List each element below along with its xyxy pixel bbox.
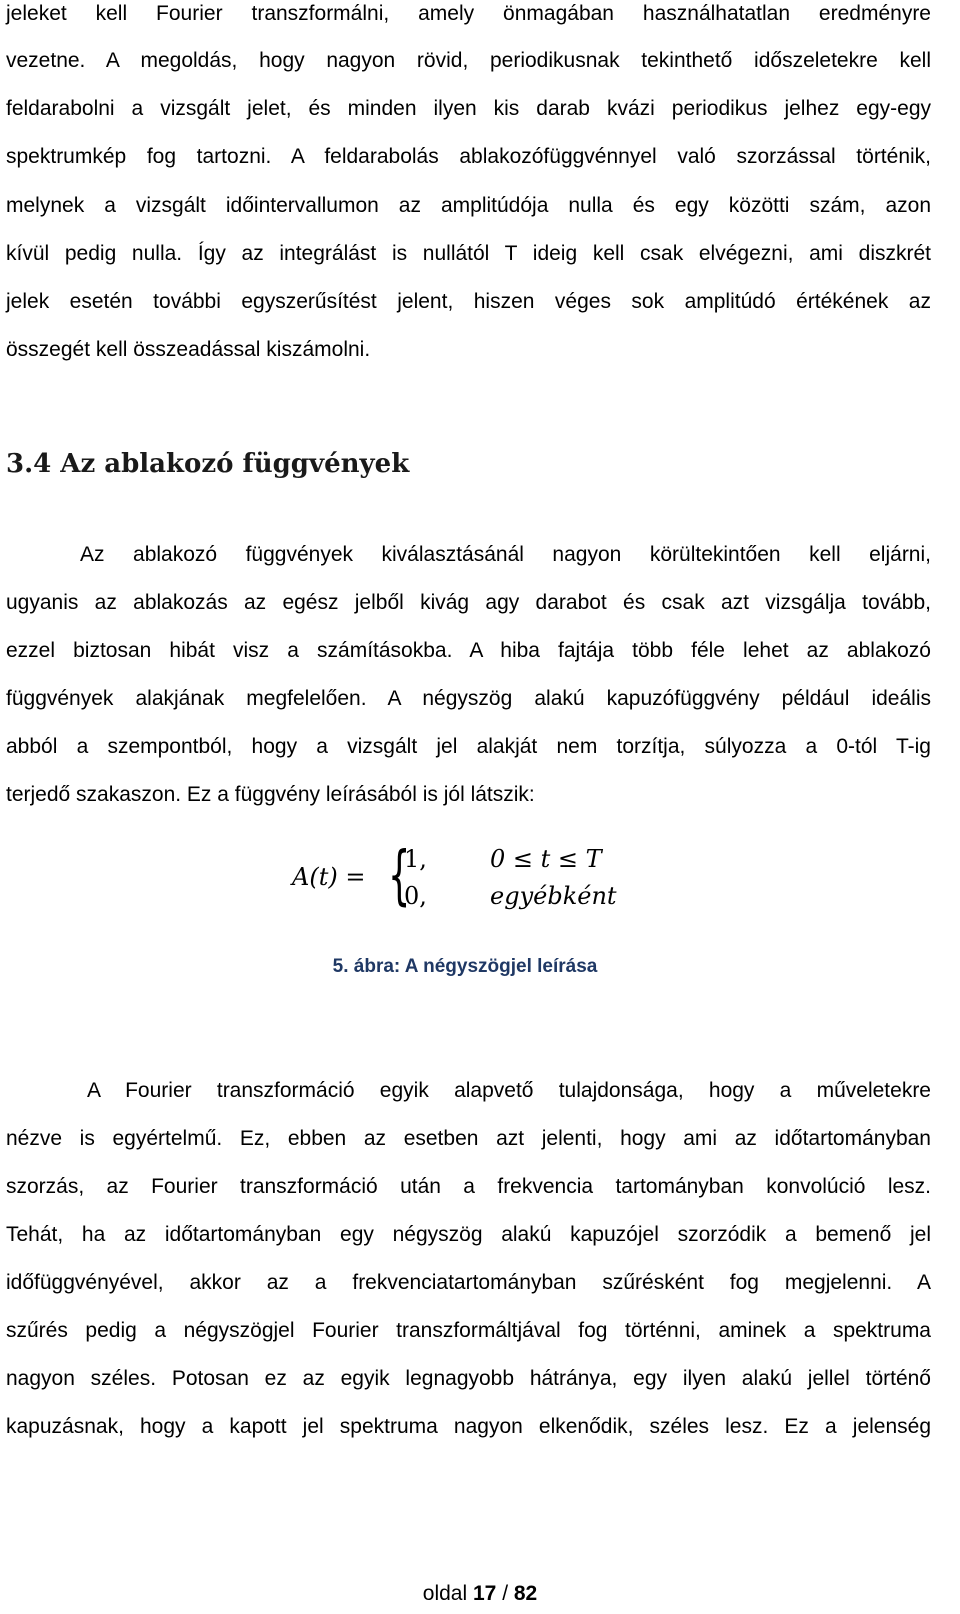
paragraph-2-line: ezzel biztosan hibát visz a számításokba. A hiba fajtája több féle lehet az ablakozó (6, 639, 931, 662)
paragraph-1-line: vezetne. A megoldás, hogy nagyon rövid, periodikusnak tekinthető időszeletekre kell (6, 49, 931, 72)
paragraph-3-line: időfüggvényével, akkor az a frekvenciatartományban szűrésként fog megjelenni. A (6, 1271, 931, 1294)
paragraph-3-line: A Fourier transzformáció egyik alapvető tulajdonsága, hogy a műveletekre (87, 1079, 931, 1102)
paragraph-1-line: kívül pedig nulla. Így az integrálást is nullától T ideig kell csak elvégezni, ami diszkrét (6, 242, 931, 265)
formula-case-1-value: 1, (404, 845, 427, 873)
page-number-prefix: oldal (422, 1582, 468, 1605)
paragraph-3-line: Tehát, ha az időtartományban egy négyszög alakú kapuzójel szorzódik a bemenő jel (6, 1223, 931, 1246)
paragraph-1-line: összegét kell összeadással kiszámolni. (6, 338, 371, 361)
paragraph-1-line: jelek esetén további egyszerűsítést jelent, hiszen véges sok amplitúdó értékének az (6, 290, 931, 313)
paragraph-1-line: feldarabolni a vizsgált jelet, és minden ilyen kis darab kvázi periodikus jelhez egy-egy (6, 97, 931, 120)
formula-case-1-condition: 0 ≤ t ≤ T (490, 845, 602, 873)
formula-case-2-value: 0, (404, 882, 427, 910)
paragraph-2-line: terjedő szakaszon. Ez a függvény leírásából is jól látszik: (6, 783, 535, 806)
current-page-number: 17 (472, 1582, 497, 1605)
paragraph-3-line: nézve is egyértelmű. Ez, ebben az esetben azt jelenti, hogy ami az időtartományban (6, 1127, 931, 1150)
left-brace-symbol: { (388, 839, 411, 913)
paragraph-1-line: jeleket kell Fourier transzformálni, amely önmagában használhatatlan eredményre (6, 2, 931, 25)
formula-case-2-condition: egyébként (490, 882, 617, 910)
section-heading: 3.4 Az ablakozó függvények (6, 449, 410, 479)
paragraph-3-line: szűrés pedig a négyszögjel Fourier transzformáltjával fog történni, aminek a spektruma (6, 1319, 931, 1342)
formula-lhs: A(t) = (292, 863, 366, 891)
paragraph-1-line: melynek a vizsgált időintervallumon az amplitúdója nulla és egy közötti szám, azon (6, 194, 931, 217)
paragraph-3-line: kapuzásnak, hogy a kapott jel spektruma nagyon elkenődik, széles lesz. Ez a jelenség (6, 1415, 931, 1438)
page-number-footer (0, 1582, 960, 1606)
total-page-count: 82 (513, 1582, 538, 1605)
paragraph-3-line: nagyon széles. Potosan ez az egyik legnagyobb hátránya, egy ilyen alakú jellel történő (6, 1367, 931, 1390)
paragraph-1-line: spektrumkép fog tartozni. A feldarabolás ablakozófüggvénnyel való szorzással történik, (6, 145, 931, 168)
paragraph-3-line: szorzás, az Fourier transzformáció után a frekvencia tartományban konvolúció lesz. (6, 1175, 931, 1198)
page-number-separator: / (502, 1582, 509, 1605)
figure-caption: 5. ábra: A négyszögjel leírása (332, 956, 598, 977)
paragraph-2-line: függvények alakjának megfelelően. A négyszög alakú kapuzófüggvény például ideális (6, 687, 931, 710)
paragraph-2-line: ugyanis az ablakozás az egész jelből kivág agy darabot és csak azt vizsgálja tovább, (6, 591, 931, 614)
paragraph-2-line: abból a szempontból, hogy a vizsgált jel alakját nem torzítja, súlyozza a 0-tól T-ig (6, 735, 931, 758)
rectangular-window-formula (292, 839, 652, 916)
paragraph-2-line: Az ablakozó függvények kiválasztásánál nagyon körültekintően kell eljárni, (80, 543, 931, 566)
